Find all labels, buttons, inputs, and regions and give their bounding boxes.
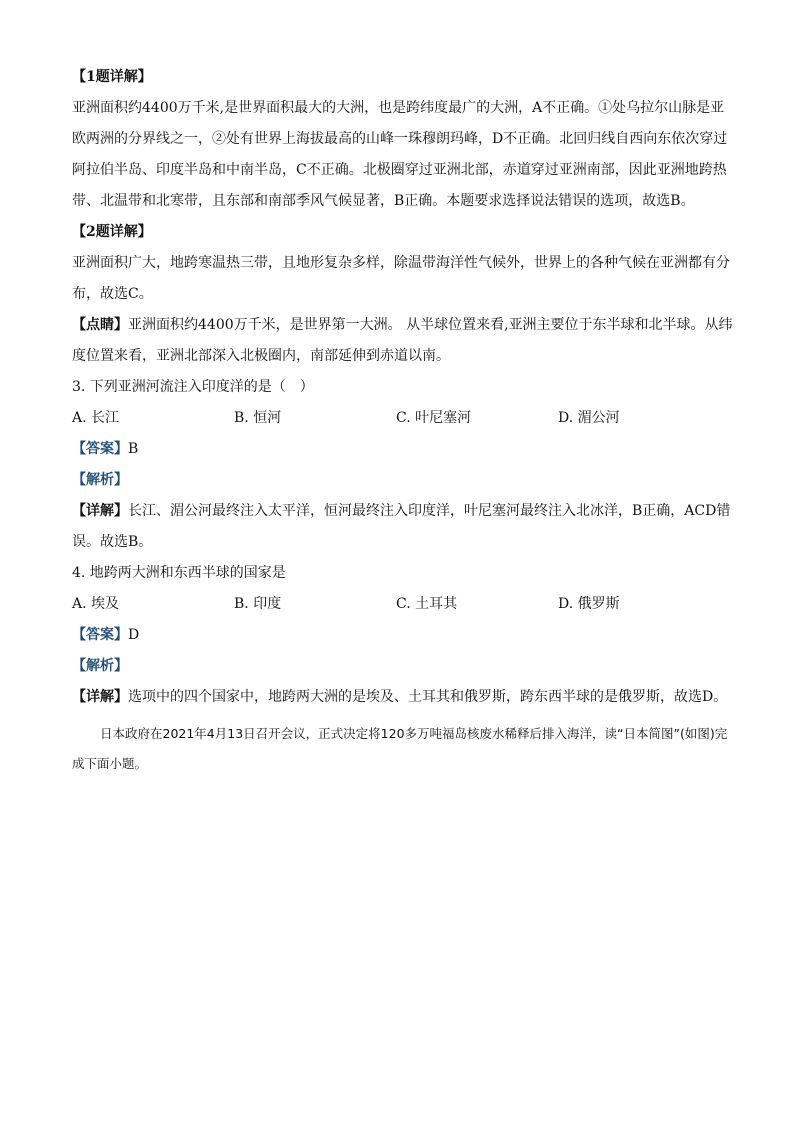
q3-option-b: B. 恒河 xyxy=(234,410,282,426)
q4-analysis-label: 【解析】 xyxy=(72,658,128,674)
q2-explanation: 亚洲面积广大，地跨寒温热三带，且地形复杂多样，除温带海洋性气候外，世界上的各种气候在亚洲都有分布，故选C。 xyxy=(72,255,730,302)
q4-option-c: C. 土耳其 xyxy=(396,596,458,612)
q3-detail-text: 长江、湄公河最终注入太平洋，恒河最终注入印度洋，叶尼塞河最终注入北冰洋，B正确，ACD错误。故选B。 xyxy=(72,503,731,550)
q4-option-d: D. 俄罗斯 xyxy=(558,596,620,612)
q4-options xyxy=(72,589,736,620)
q4-answer-value: D xyxy=(128,627,140,643)
dianjing-text: 亚洲面积约4400万千米，是世界第一大洲。 从半球位置来看,亚洲主要位于东半球和北半球。从纬度位置来看，亚洲北部深入北极圈内，南部延伸到赤道以南。 xyxy=(72,317,733,364)
q4-analysis xyxy=(72,651,736,682)
q3-detail-label: 【详解】 xyxy=(72,503,128,519)
q4-option-b: B. 印度 xyxy=(234,596,282,612)
q4-stem: 4. 地跨两大洲和东西半球的国家是 xyxy=(72,565,286,581)
dianjing-paragraph xyxy=(72,310,736,372)
q2-heading: 【2题详解】 xyxy=(72,224,152,240)
q1-heading: 【1题详解】 xyxy=(72,69,152,85)
q4-answer-label: 【答案】 xyxy=(72,627,128,643)
q4-detail-label: 【详解】 xyxy=(72,689,128,705)
q3-options xyxy=(72,403,736,434)
q3-analysis-label: 【解析】 xyxy=(72,472,128,488)
q3-option-d: D. 湄公河 xyxy=(558,410,620,426)
q4-answer xyxy=(72,620,736,651)
q3-stem: 3. 下列亚洲河流注入印度洋的是（ ） xyxy=(72,379,314,395)
q1-explanation: 亚洲面积约4400万千米,是世界面积最大的大洲，也是跨纬度最广的大洲，A不正确。①处乌拉尔山脉是亚欧两洲的分界线之一，②处有世界上海拔最高的山峰一珠穆朗玛峰，D不正确。北回归线自西向东依次穿过阿拉伯半岛、印度半岛和中南半岛，C不正确。北极圈穿过亚洲北部，赤道穿过亚洲南部，因此亚洲地跨热带、北温带和北寒带，且东部和南部季风气候显著，B正确。本题要求选择说法错误的选项，故选B。 xyxy=(72,100,728,209)
q3-option-a: A. 长江 xyxy=(72,410,120,426)
q3-detail xyxy=(72,496,736,558)
q3-analysis xyxy=(72,465,736,496)
q4-detail xyxy=(72,682,736,713)
q4-option-a: A. 埃及 xyxy=(72,596,120,612)
q3-answer xyxy=(72,434,736,465)
q3-answer-label: 【答案】 xyxy=(72,441,128,457)
intro-paragraph: 日本政府在2021年4月13日召开会议，正式决定将120多万吨福岛核废水稀释后排入海洋，读“日本简图”(如图)完成下面小题。 xyxy=(72,726,728,771)
q4-detail-text: 选项中的四个国家中，地跨两大洲的是埃及、土耳其和俄罗斯，跨东西半球的是俄罗斯，故选D。 xyxy=(128,689,728,705)
dianjing-label: 【点睛】 xyxy=(72,317,128,333)
q3-option-c: C. 叶尼塞河 xyxy=(396,410,472,426)
document-page xyxy=(72,62,736,779)
q3-answer-value: B xyxy=(128,441,139,457)
